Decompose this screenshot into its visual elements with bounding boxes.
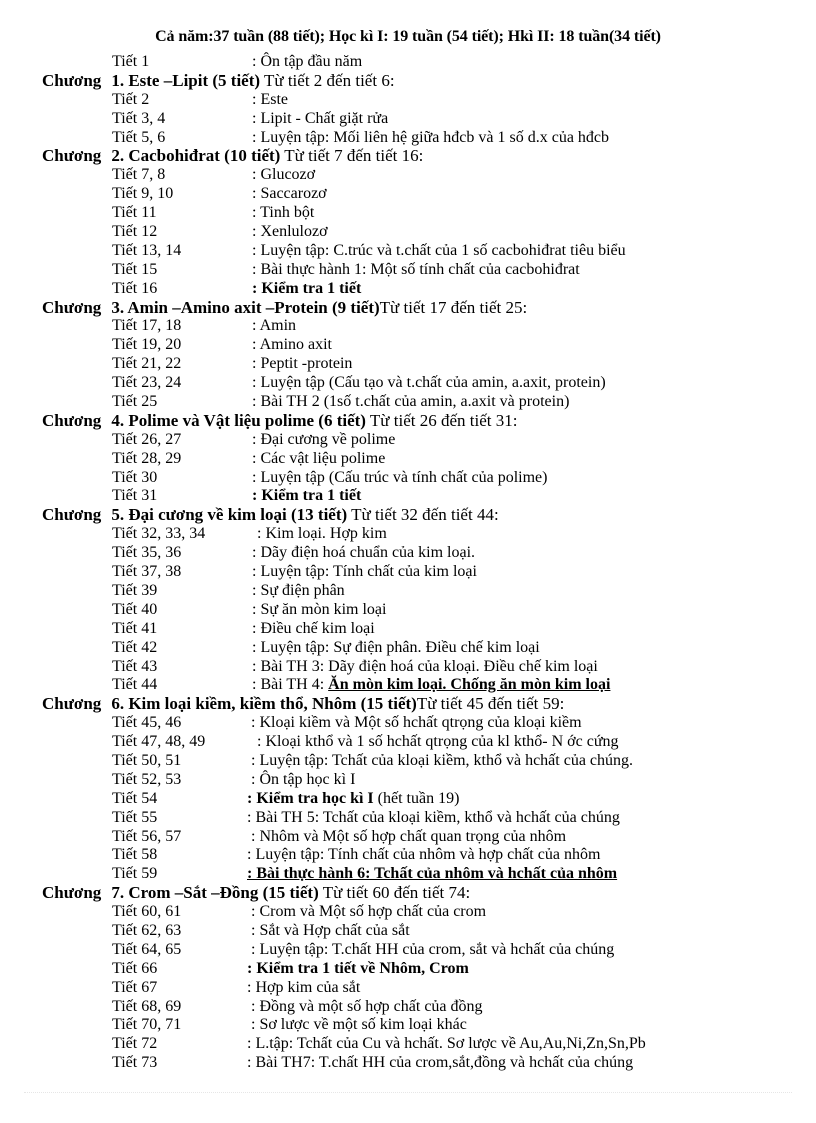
lesson-number: Tiết 16 xyxy=(112,279,158,297)
lesson-text: : Lipit - Chất giặt rửa xyxy=(252,109,389,127)
lesson-row xyxy=(42,941,802,960)
lesson-title xyxy=(247,1054,633,1073)
lesson-title xyxy=(252,639,540,658)
lesson-text: : L.tập: Tchất của Cu và hchất. Sơ lược về Au,Au,Ni,Zn,Sn,Pb xyxy=(247,1035,646,1053)
lesson-number: Tiết 66 xyxy=(112,959,158,977)
lesson-row xyxy=(42,110,802,129)
lesson-title xyxy=(247,865,617,884)
lesson-title xyxy=(251,941,614,960)
lesson-text: : Đồng và một số hợp chất của đồng xyxy=(251,997,483,1015)
lesson-number: Tiết 62, 63 xyxy=(112,921,182,939)
lesson-text: : Bài TH7: T.chất HH của crom,sắt,đồng và hchất của chúng xyxy=(247,1054,634,1072)
lesson-text: : Các vật liệu polime xyxy=(252,449,386,467)
lesson-number: Tiết 12 xyxy=(112,223,158,241)
lesson-text: : Kloại kiềm và Một số hchất qtrọng của kloại kiềm xyxy=(251,714,582,732)
lesson-row xyxy=(42,998,802,1017)
lesson-title xyxy=(252,91,288,110)
lesson-row xyxy=(42,525,802,544)
chapter-heading xyxy=(42,299,802,318)
lesson-title xyxy=(247,979,360,998)
lesson-text: : Sơ lược về một số kim loại khác xyxy=(251,1016,467,1034)
lesson-title xyxy=(257,525,387,544)
lesson-title xyxy=(252,223,328,242)
chapter-title: 7. Crom –Sắt –Đồng (15 tiết) xyxy=(111,883,319,903)
lesson-row xyxy=(42,450,802,469)
lesson-row xyxy=(42,658,802,677)
lesson-title xyxy=(251,714,582,733)
lesson-number: Tiết 28, 29 xyxy=(112,449,182,467)
lesson-number: Tiết 68, 69 xyxy=(112,997,182,1015)
lesson-number: Tiết 50, 51 xyxy=(112,751,182,769)
lesson-text: : Luyện tập: Mối liên hệ giữa hđcb và 1 số d.x của hđcb xyxy=(252,128,610,146)
lesson-number: Tiết 30 xyxy=(112,468,158,486)
chapter-word: Chương xyxy=(42,410,102,430)
chapter-heading xyxy=(42,72,802,91)
lesson-row xyxy=(42,828,802,847)
page-header: Cả năm:37 tuần (88 tiết); Học kì I: 19 tuần (54 tiết); Hkì II: 18 tuần(34 tiết) xyxy=(155,28,661,45)
lesson-title xyxy=(247,1035,646,1054)
lesson-title xyxy=(252,166,315,185)
chapter-word: Chương xyxy=(42,505,102,525)
lesson-number: Tiết 55 xyxy=(112,808,158,826)
chapter-word: Chương xyxy=(42,883,102,903)
lesson-row xyxy=(42,91,802,110)
lesson-title xyxy=(251,771,355,790)
lesson-number: Tiết 13, 14 xyxy=(112,241,182,259)
chapter-title: 2. Cacbohiđrat (10 tiết) xyxy=(111,146,281,166)
lesson-text: : Luyện tập: Sự điện phân. Điều chế kim loại xyxy=(252,638,540,656)
lesson-text: : Bài TH 4: xyxy=(252,676,329,694)
lesson-number: Tiết 5, 6 xyxy=(112,128,166,146)
lesson-row xyxy=(42,223,802,242)
lesson-text: : Amino axit xyxy=(252,336,332,354)
lesson-row xyxy=(42,317,802,336)
lesson-row xyxy=(42,544,802,563)
lesson-number: Tiết 15 xyxy=(112,260,158,278)
lesson-text: : Điều chế kim loại xyxy=(252,619,375,637)
lesson-text: : Luyện tập (Cấu tạo và t.chất của amin, a.axit, protein) xyxy=(252,374,606,392)
lesson-title xyxy=(252,110,388,129)
lesson-title xyxy=(251,828,566,847)
lesson-number: Tiết 72 xyxy=(112,1035,158,1053)
lesson-text-emphasis: Ăn mòn kim loại. Chống ăn mòn kim loại xyxy=(328,676,611,694)
lesson-text: : Ôn tập học kì I xyxy=(251,770,356,788)
lesson-number: Tiết 59 xyxy=(112,865,158,883)
chapter-title: 5. Đại cương về kim loại (13 tiết) xyxy=(111,505,348,525)
lesson-title xyxy=(252,620,375,639)
lesson-text: : Kiểm tra học kì I xyxy=(247,789,374,807)
lesson-text: : Hợp kim của sắt xyxy=(247,978,361,996)
lesson-row xyxy=(42,242,802,261)
curriculum-list xyxy=(42,53,802,1073)
lesson-row xyxy=(42,676,802,695)
lesson-text: : Nhôm và Một số hợp chất quan trọng của nhôm xyxy=(251,827,567,845)
lesson-number: Tiết 58 xyxy=(112,846,158,864)
lesson-text: : Bài thực hành 1: Một số tính chất của cacbohiđrat xyxy=(252,260,580,278)
lesson-text: : Crom và Một số hợp chất của crom xyxy=(251,903,487,921)
lesson-number: Tiết 45, 46 xyxy=(112,714,182,732)
lesson-number: Tiết 47, 48, 49 xyxy=(112,733,206,751)
lesson-row xyxy=(42,960,802,979)
lesson-text: : Kiểm tra 1 tiết xyxy=(252,279,362,297)
lesson-row xyxy=(42,1035,802,1054)
lesson-title xyxy=(252,242,626,261)
lesson-number: Tiết 73 xyxy=(112,1054,158,1072)
chapter-word: Chương xyxy=(42,297,102,317)
lesson-row xyxy=(42,563,802,582)
chapter-range: Từ tiết 32 đến tiết 44: xyxy=(347,505,499,525)
lesson-row xyxy=(42,809,802,828)
lesson-row xyxy=(42,431,802,450)
lesson-row xyxy=(42,166,802,185)
lesson-title xyxy=(252,129,609,148)
lesson-number: Tiết 43 xyxy=(112,657,158,675)
lesson-row xyxy=(42,846,802,865)
lesson-title xyxy=(257,733,619,752)
lesson-title xyxy=(251,998,483,1017)
chapter-heading xyxy=(42,506,802,525)
lesson-text: : Bài TH 2 (1số t.chất của amin, a.axit và protein) xyxy=(252,393,570,411)
lesson-number: Tiết 56, 57 xyxy=(112,827,182,845)
lesson-text: : Bài TH 5: Tchất của kloại kiềm, kthổ và hchất của chúng xyxy=(247,808,620,826)
chapter-title: 4. Polime và Vật liệu polime (6 tiết) xyxy=(111,410,366,430)
lesson-row xyxy=(42,129,802,148)
lesson-row xyxy=(42,771,802,790)
chapter-title: 1. Este –Lipit (5 tiết) xyxy=(111,70,261,90)
chapter-range: Từ tiết 7 đến tiết 16: xyxy=(280,146,424,166)
lesson-number: Tiết 44 xyxy=(112,676,158,694)
chapter-title: 6. Kim loại kiềm, kiềm thổ, Nhôm (15 tiết) xyxy=(111,694,417,714)
lesson-number: Tiết 9, 10 xyxy=(112,185,174,203)
lesson-text: : Đại cương về polime xyxy=(252,430,396,448)
lesson-title xyxy=(252,658,598,677)
lesson-title xyxy=(252,487,361,506)
lesson-text: : Este xyxy=(252,90,288,108)
lesson-text: : Luyện tập: T.chất HH của crom, sắt và hchất của chúng xyxy=(251,940,615,958)
lesson-row xyxy=(42,979,802,998)
lesson-title xyxy=(252,393,569,412)
lesson-row xyxy=(42,865,802,884)
lesson-row xyxy=(42,261,802,280)
lesson-number: Tiết 70, 71 xyxy=(112,1016,182,1034)
lesson-row xyxy=(42,752,802,771)
lesson-number: Tiết 1 xyxy=(112,53,150,70)
lesson-row xyxy=(42,393,802,412)
lesson-text: : Kiểm tra 1 tiết về Nhôm, Crom xyxy=(247,959,469,977)
lesson-row xyxy=(42,487,802,506)
lesson-row xyxy=(42,469,802,488)
lesson-title xyxy=(252,374,606,393)
lesson-note: (hết tuần 19) xyxy=(373,789,460,807)
lesson-title xyxy=(252,601,386,620)
lesson-number: Tiết 42 xyxy=(112,638,158,656)
chapter-title: 3. Amin –Amino axit –Protein (9 tiết) xyxy=(111,297,380,317)
chapter-range: Từ tiết 2 đến tiết 6: xyxy=(260,70,395,90)
lesson-title xyxy=(251,922,410,941)
lesson-text: : Kiểm tra 1 tiết xyxy=(252,487,362,505)
lesson-number: Tiết 67 xyxy=(112,978,158,996)
lesson-row xyxy=(42,582,802,601)
lesson-text: : Saccarozơ xyxy=(252,185,327,203)
chapter-heading xyxy=(42,412,802,431)
lesson-title xyxy=(252,676,610,695)
chapter-heading xyxy=(42,884,802,903)
lesson-number: Tiết 37, 38 xyxy=(112,563,182,581)
chapter-range: Từ tiết 17 đến tiết 25: xyxy=(379,297,528,317)
lesson-title xyxy=(252,317,296,336)
lesson-number: Tiết 7, 8 xyxy=(112,166,166,184)
lesson-number: Tiết 17, 18 xyxy=(112,317,182,335)
lesson-number: Tiết 31 xyxy=(112,487,158,505)
lesson-text: : Xenlulozơ xyxy=(252,223,328,241)
lesson-text: : Glucozơ xyxy=(252,166,316,184)
lesson-title xyxy=(252,261,580,280)
lesson-row xyxy=(42,639,802,658)
lesson-title xyxy=(247,790,459,809)
lesson-number: Tiết 25 xyxy=(112,393,158,411)
lesson-text: : Kim loại. Hợp kim xyxy=(257,525,387,543)
lesson-text: : Luyện tập: Tính chất của kim loại xyxy=(252,563,477,581)
lesson-row xyxy=(42,733,802,752)
lesson-title xyxy=(252,544,475,563)
lesson-text: : Sự điện phân xyxy=(252,581,345,599)
lesson-title xyxy=(247,960,469,979)
lesson-text: : Luyện tập (Cấu trúc và tính chất của polime) xyxy=(252,468,548,486)
lesson-text: : Sắt và Hợp chất của sắt xyxy=(251,921,410,939)
page-footer-divider xyxy=(24,1092,792,1093)
lesson-row xyxy=(42,714,802,733)
lesson-text: : Luyện tập: C.trúc và t.chất của 1 số cacbohiđrat tiêu biểu xyxy=(252,241,626,259)
lesson-row xyxy=(42,355,802,374)
lesson-title xyxy=(247,846,600,865)
chapter-word: Chương xyxy=(42,694,102,714)
lesson-title xyxy=(252,280,361,299)
lesson-title xyxy=(252,355,352,374)
lesson-number: Tiết 23, 24 xyxy=(112,374,182,392)
lesson-number: Tiết 35, 36 xyxy=(112,544,182,562)
lesson-title xyxy=(252,450,385,469)
lesson-number: Tiết 2 xyxy=(112,90,150,108)
lesson-row xyxy=(42,790,802,809)
lesson-number: Tiết 40 xyxy=(112,600,158,618)
lesson-number: Tiết 21, 22 xyxy=(112,355,182,373)
lesson-text: : Ôn tập đầu năm xyxy=(252,53,363,70)
lesson-title xyxy=(252,582,345,601)
lesson-number: Tiết 3, 4 xyxy=(112,109,166,127)
lesson-title xyxy=(247,809,620,828)
lesson-title xyxy=(252,469,547,488)
chapter-word: Chương xyxy=(42,70,102,90)
lesson-text: : Amin xyxy=(252,317,297,335)
lesson-number: Tiết 26, 27 xyxy=(112,430,182,448)
lesson-number: Tiết 54 xyxy=(112,789,158,807)
lesson-row xyxy=(42,336,802,355)
lesson-row xyxy=(42,1016,802,1035)
lesson-row xyxy=(42,280,802,299)
lesson-number: Tiết 60, 61 xyxy=(112,903,182,921)
lesson-row xyxy=(42,204,802,223)
lesson-row xyxy=(42,374,802,393)
lesson-row xyxy=(42,620,802,639)
chapter-heading xyxy=(42,695,802,714)
lesson-text: : Peptit -protein xyxy=(252,355,353,373)
lesson-number: Tiết 41 xyxy=(112,619,158,637)
lesson-text: : Dãy điện hoá chuẩn của kim loại. xyxy=(252,544,476,562)
chapter-range: Từ tiết 60 đến tiết 74: xyxy=(318,883,471,903)
lesson-text: : Kloại kthổ và 1 số hchất qtrọng của kl kthổ- N ớc cứng xyxy=(257,733,619,751)
lesson-text: : Bài thực hành 6: Tchất của nhôm và hchất của nhôm xyxy=(247,865,618,883)
chapter-range: Từ tiết 26 đến tiết 31: xyxy=(365,410,518,430)
lesson-title xyxy=(252,563,477,582)
lesson-number: Tiết 39 xyxy=(112,581,158,599)
lesson-row xyxy=(42,185,802,204)
lesson-title xyxy=(251,1016,467,1035)
lesson-number: Tiết 19, 20 xyxy=(112,336,182,354)
lesson-title xyxy=(252,53,362,72)
lesson-row xyxy=(42,903,802,922)
chapter-range: Từ tiết 45 đến tiết 59: xyxy=(416,694,565,714)
lesson-row xyxy=(42,922,802,941)
lesson-row xyxy=(42,53,802,72)
lesson-title xyxy=(252,431,395,450)
lesson-row xyxy=(42,1054,802,1073)
lesson-title xyxy=(251,752,633,771)
lesson-text: : Luyện tập: Tchất của kloại kiềm, kthổ và hchất của chúng. xyxy=(251,751,634,769)
lesson-text: : Tinh bột xyxy=(252,204,315,222)
lesson-text: : Luyện tập: Tính chất của nhôm và hợp chất của nhôm xyxy=(247,846,601,864)
lesson-title xyxy=(252,204,314,223)
lesson-title xyxy=(251,903,486,922)
chapter-word: Chương xyxy=(42,146,102,166)
lesson-number: Tiết 11 xyxy=(112,204,157,222)
lesson-number: Tiết 32, 33, 34 xyxy=(112,525,206,543)
lesson-text: : Sự ăn mòn kim loại xyxy=(252,600,387,618)
lesson-number: Tiết 64, 65 xyxy=(112,940,182,958)
lesson-title xyxy=(252,185,327,204)
lesson-row xyxy=(42,601,802,620)
lesson-title xyxy=(252,336,332,355)
lesson-text: : Bài TH 3: Dãy điện hoá của kloại. Điều chế kim loại xyxy=(252,657,598,675)
chapter-heading xyxy=(42,147,802,166)
lesson-number: Tiết 52, 53 xyxy=(112,770,182,788)
